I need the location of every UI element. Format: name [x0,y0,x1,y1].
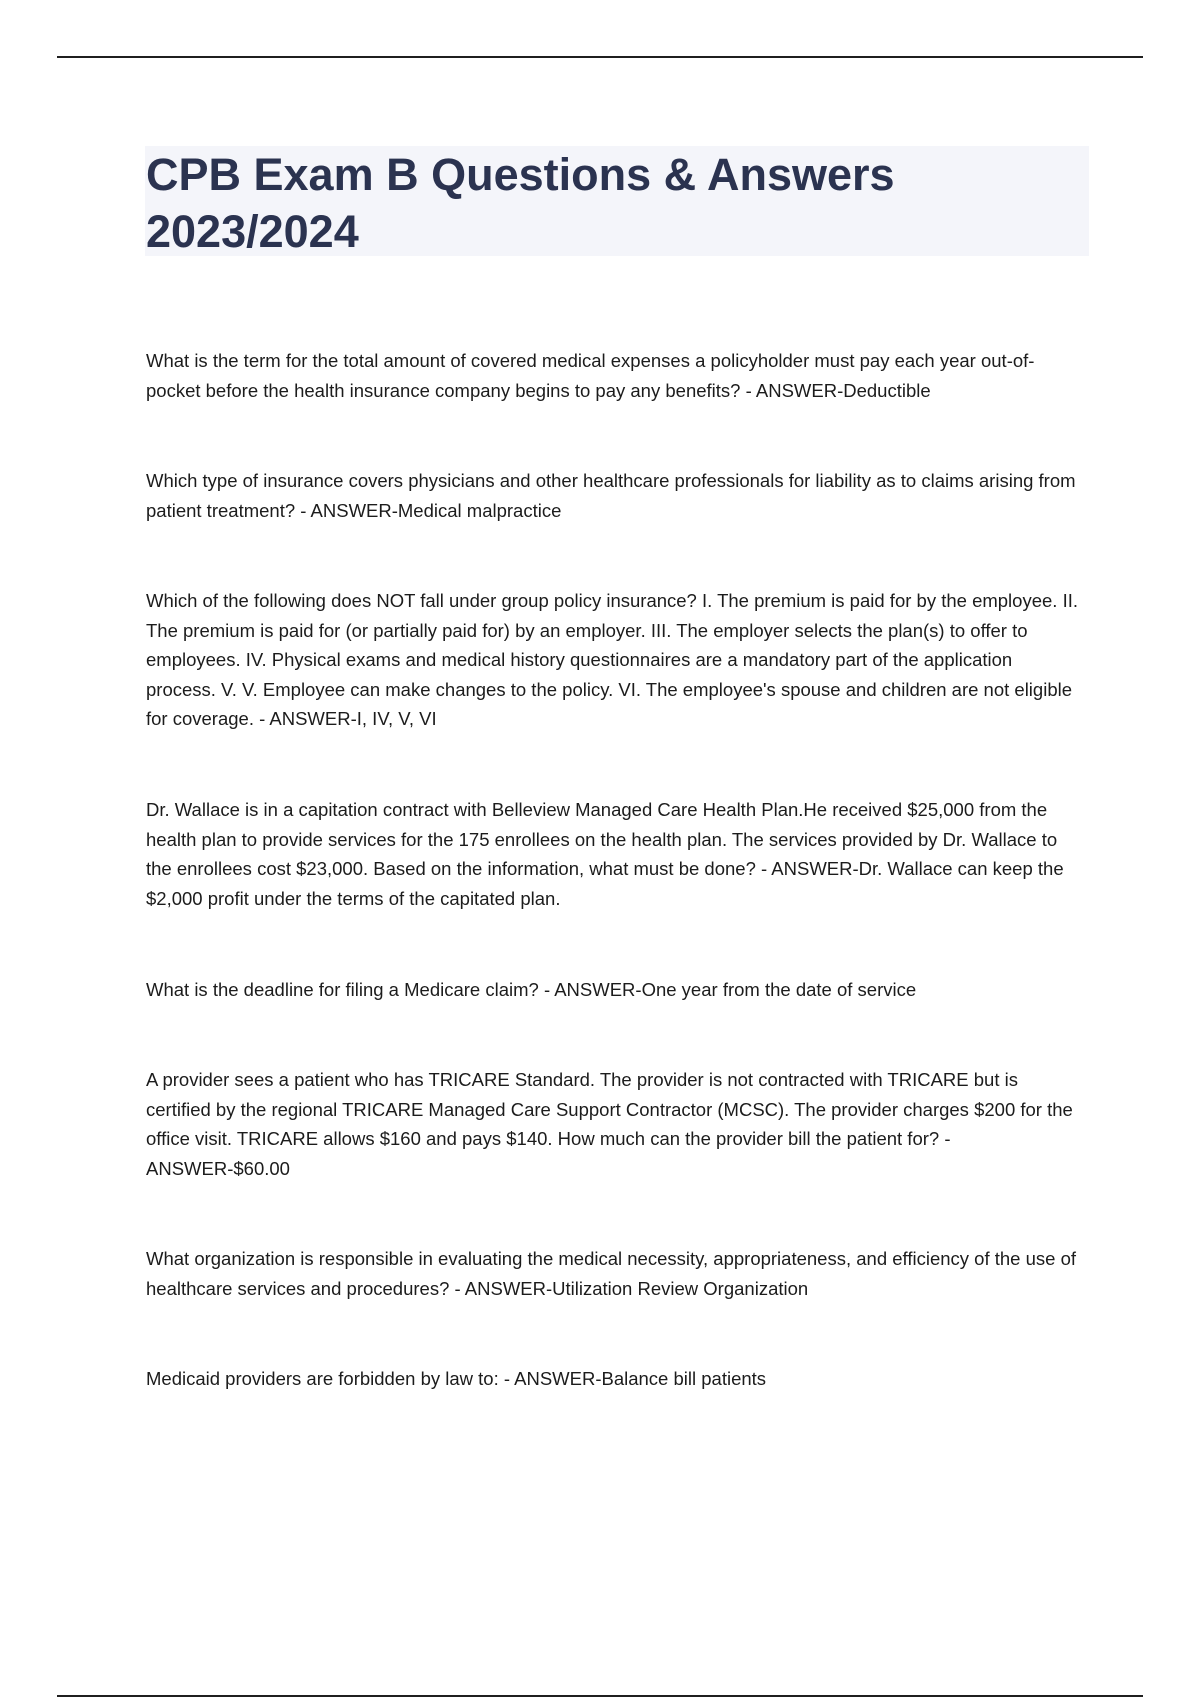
qa-item: Dr. Wallace is in a capitation contract with Belleview Managed Care Health Plan.He received $25,000 from the health plan to provide services for the 175 enrollees on the health plan. The services provided by Dr. Wallace to the enrollees cost $23,000. Based on the information, what must be done? - ANSWER-Dr. Wallace can keep the $2,000 profit under the terms of the capitated plan. [146,799,1064,909]
top-divider [57,56,1143,58]
qa-item: What organization is responsible in evaluating the medical necessity, appropriateness, and efficiency of the use of healthcare services and procedures? - ANSWER-Utilization Review Organization [146,1248,1076,1299]
qa-item: Medicaid providers are forbidden by law to: - ANSWER-Balance bill patients [146,1368,767,1389]
qa-item: What is the term for the total amount of covered medical expenses a policyholder must pay each year out-of-pocket before the health insurance company begins to pay any benefits? - ANSWER-Deductible [146,350,1035,401]
qa-item: What is the deadline for filing a Medicare claim? - ANSWER-One year from the date of service [146,979,917,1000]
bottom-divider [57,1695,1143,1697]
qa-item: Which type of insurance covers physicians and other healthcare professionals for liability as to claims arising from patient treatment? - ANSWER-Medical malpractice [146,470,1076,521]
qa-item: A provider sees a patient who has TRICARE Standard. The provider is not contracted with TRICARE but is certified by the regional TRICARE Managed Care Support Contractor (MCSC). The provider charges $200 for the office visit. TRICARE allows $160 and pays $140. How much can the provider bill the patient for? - ANSWER-$60.00 [146,1069,1073,1179]
document-title: CPB Exam B Questions & Answers 2023/2024 [146,149,895,257]
qa-item: Which of the following does NOT fall under group policy insurance? I. The premium is paid for by the employee. II. The premium is paid for (or partially paid for) by an employer. III. The employer selects the plan(s) to offer to employees. IV. Physical exams and medical history questionnaires are a mandatory part of the application process. V. V. Employee can make changes to the policy. VI. The employee's spouse and children are not eligible for coverage. - ANSWER-I, IV, V, VI [146,590,1078,729]
